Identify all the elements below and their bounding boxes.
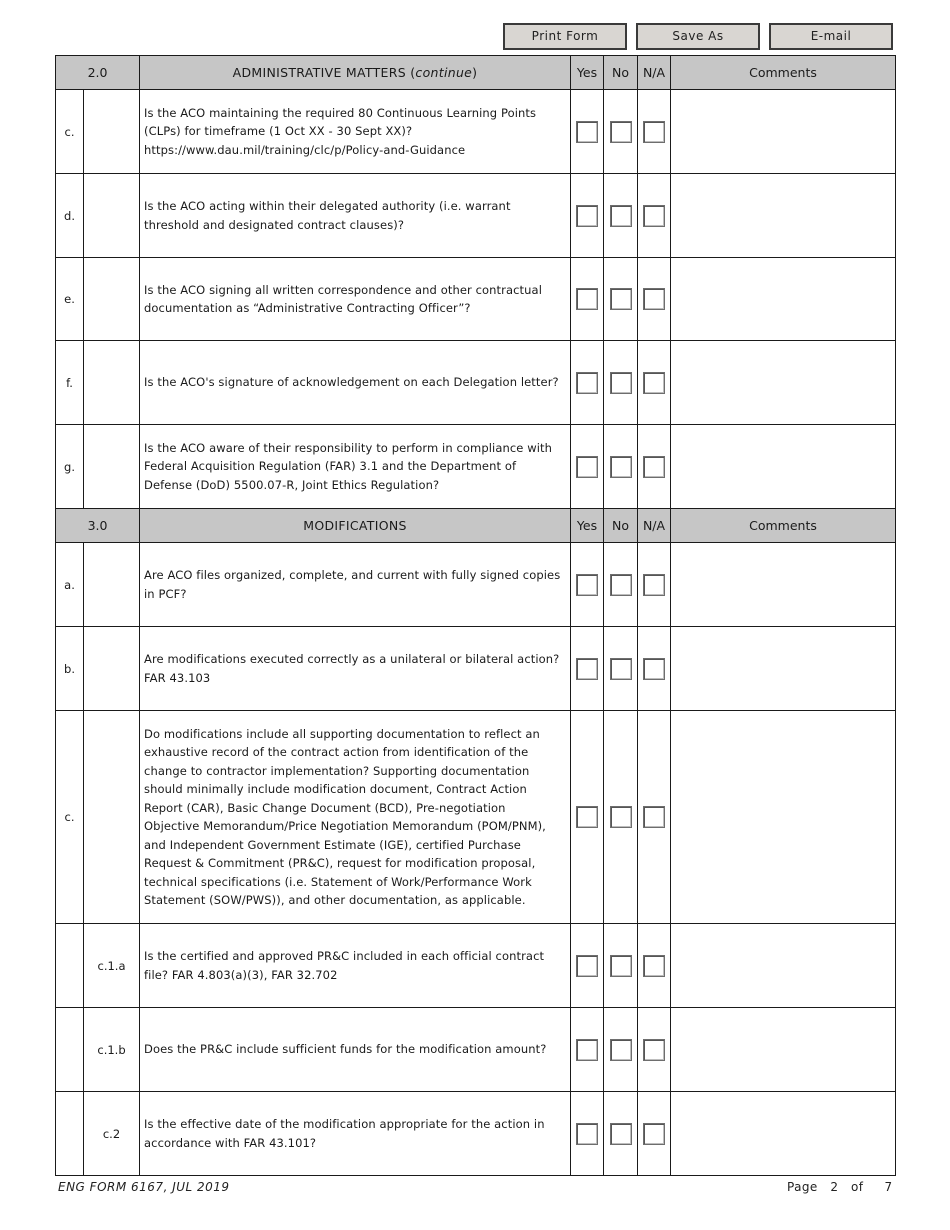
no-checkbox[interactable] [610,205,632,227]
table-row [56,90,896,174]
na-checkbox[interactable] [643,955,665,977]
section-number: 2.0 [56,56,140,90]
checklist-table [55,55,896,1176]
section-header-2 [56,56,896,90]
yes-column-header: Yes [571,56,604,90]
item-label: a. [56,543,84,627]
table-row [56,258,896,341]
table-row [56,543,896,627]
yes-column-header: Yes [571,509,604,543]
comments-field[interactable] [671,627,896,711]
na-column-header: N/A [638,56,671,90]
question-text: Is the ACO signing all written correspondence and other contractual documentation as “Administrative Contracting Officer”? [140,258,571,341]
table-row [56,1008,896,1092]
yes-checkbox[interactable] [576,288,598,310]
question-text: Do modifications include all supporting documentation to reflect an exhaustive record of the contract action from identification of the change to contractor implementation? Supporting documentation should minimally include modification document, Contract Action Report (CAR), Basic Change Document (BCD), Pre-negotiation Objective Memorandum/Price Negotiation Memorandum (POM/PNM), and Independent Government Estimate (IGE), certified Purchase Request & Commitment (PR&C), request for modification proposal, technical specifications (i.e. Statement of Work/Performance Work Statement (SOW/PWS)), and other documentation, as applicable. [140,711,571,924]
comments-field[interactable] [671,90,896,174]
yes-checkbox[interactable] [576,574,598,596]
item-sublabel [84,543,140,627]
section-title: ADMINISTRATIVE MATTERS (continue) [140,56,571,90]
no-checkbox[interactable] [610,955,632,977]
yes-checkbox[interactable] [576,456,598,478]
na-checkbox[interactable] [643,372,665,394]
na-checkbox[interactable] [643,574,665,596]
table-row [56,174,896,258]
table-row [56,425,896,509]
save-as-button[interactable]: Save As [636,23,760,50]
yes-checkbox[interactable] [576,1039,598,1061]
item-sublabel [84,711,140,924]
na-checkbox[interactable] [643,205,665,227]
item-sublabel: c.1.a [84,924,140,1008]
yes-checkbox[interactable] [576,658,598,680]
page-indicator [787,1180,893,1194]
page-word: Page [787,1180,818,1194]
na-checkbox[interactable] [643,288,665,310]
page-total: 7 [884,1180,893,1194]
of-word: of [851,1180,864,1194]
no-checkbox[interactable] [610,372,632,394]
no-column-header: No [604,509,638,543]
item-label: b. [56,627,84,711]
comments-field[interactable] [671,258,896,341]
no-checkbox[interactable] [610,288,632,310]
question-text: Are ACO files organized, complete, and current with fully signed copies in PCF? [140,543,571,627]
no-checkbox[interactable] [610,121,632,143]
form-identifier: ENG FORM 6167, JUL 2019 [58,1180,230,1194]
na-column-header: N/A [638,509,671,543]
section-title: MODIFICATIONS [140,509,571,543]
yes-checkbox[interactable] [576,121,598,143]
item-sublabel: c.1.b [84,1008,140,1092]
comments-field[interactable] [671,1008,896,1092]
na-checkbox[interactable] [643,1039,665,1061]
item-sublabel [84,627,140,711]
question-text: Is the ACO's signature of acknowledgement on each Delegation letter? [140,341,571,425]
no-checkbox[interactable] [610,574,632,596]
item-label: e. [56,258,84,341]
yes-checkbox[interactable] [576,372,598,394]
item-sublabel [84,258,140,341]
item-label [56,1092,84,1176]
item-label: f. [56,341,84,425]
question-text: Is the ACO maintaining the required 80 Continuous Learning Points (CLPs) for timeframe (1 Oct XX - 30 Sept XX)? https://www.dau.mil/training/clc/p/Policy-and-Guidance [140,90,571,174]
no-column-header: No [604,56,638,90]
comments-field[interactable] [671,543,896,627]
yes-checkbox[interactable] [576,1123,598,1145]
na-checkbox[interactable] [643,658,665,680]
table-row [56,924,896,1008]
item-sublabel [84,425,140,509]
yes-checkbox[interactable] [576,806,598,828]
comments-column-header: Comments [671,509,896,543]
question-text: Does the PR&C include sufficient funds for the modification amount? [140,1008,571,1092]
na-checkbox[interactable] [643,456,665,478]
question-text: Is the ACO aware of their responsibility to perform in compliance with Federal Acquisition Regulation (FAR) 3.1 and the Department of Defense (DoD) 5500.07-R, Joint Ethics Regulation? [140,425,571,509]
na-checkbox[interactable] [643,121,665,143]
comments-field[interactable] [671,425,896,509]
yes-checkbox[interactable] [576,955,598,977]
table-row [56,711,896,924]
question-text: Is the certified and approved PR&C included in each official contract file? FAR 4.803(a)(3), FAR 32.702 [140,924,571,1008]
na-checkbox[interactable] [643,806,665,828]
item-label: d. [56,174,84,258]
email-button[interactable]: E-mail [769,23,893,50]
item-label: g. [56,425,84,509]
comments-column-header: Comments [671,56,896,90]
table-row [56,627,896,711]
no-checkbox[interactable] [610,658,632,680]
item-sublabel [84,174,140,258]
item-label [56,1008,84,1092]
table-row [56,1092,896,1176]
comments-field[interactable] [671,711,896,924]
yes-checkbox[interactable] [576,205,598,227]
section-number: 3.0 [56,509,140,543]
question-text: Is the effective date of the modification appropriate for the action in accordance with FAR 43.101? [140,1092,571,1176]
section-header-3 [56,509,896,543]
page-number: 2 [830,1180,839,1194]
comments-field[interactable] [671,1092,896,1176]
comments-field[interactable] [671,924,896,1008]
no-checkbox[interactable] [610,806,632,828]
table-row [56,341,896,425]
item-label: c. [56,90,84,174]
item-sublabel: c.2 [84,1092,140,1176]
question-text: Are modifications executed correctly as a unilateral or bilateral action? FAR 43.103 [140,627,571,711]
no-checkbox[interactable] [610,456,632,478]
item-label [56,924,84,1008]
na-checkbox[interactable] [643,1123,665,1145]
print-form-button[interactable]: Print Form [503,23,627,50]
item-sublabel [84,341,140,425]
item-label: c. [56,711,84,924]
question-text: Is the ACO acting within their delegated authority (i.e. warrant threshold and designated contract clauses)? [140,174,571,258]
no-checkbox[interactable] [610,1123,632,1145]
item-sublabel [84,90,140,174]
no-checkbox[interactable] [610,1039,632,1061]
comments-field[interactable] [671,174,896,258]
comments-field[interactable] [671,341,896,425]
